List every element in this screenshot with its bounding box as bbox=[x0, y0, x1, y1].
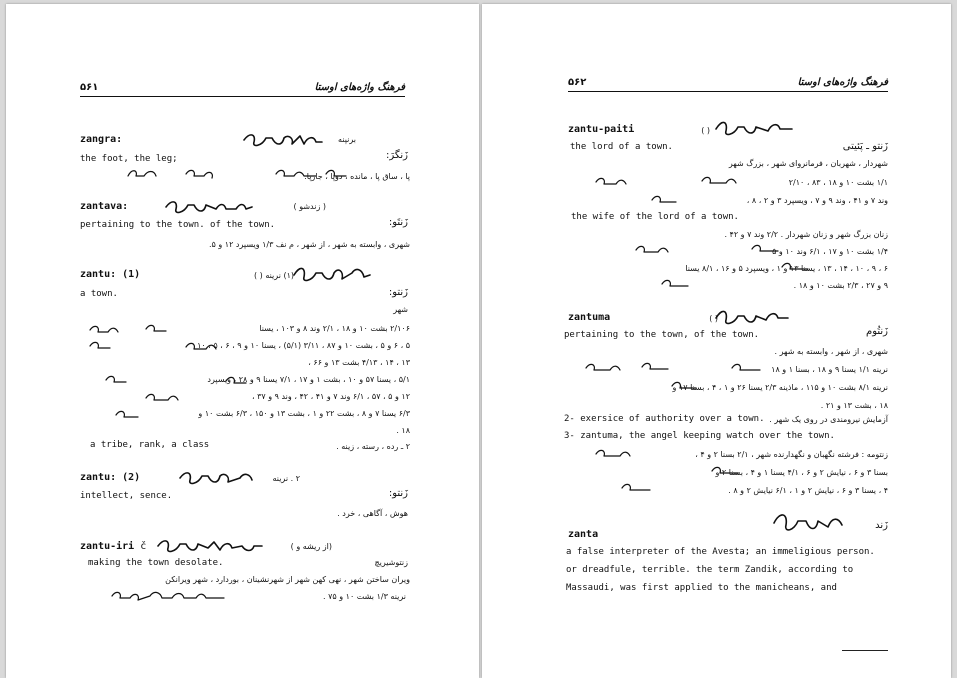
sense3-fa-zantuma: زنتومه : فرشته نگهبان و نگهدارنده شهر ، ۲/۱ بسنا ۲ و ۴ ، bbox=[695, 450, 888, 459]
note-zantu-1: (۱) نرینه ( ) bbox=[254, 271, 294, 280]
translit-zantava: زَنتَو: bbox=[388, 217, 408, 228]
sense2-fa-zantu-1: ۲ ـ رده ، رسته ، زینه . bbox=[336, 442, 410, 451]
headword-zantava: zantava: bbox=[80, 201, 129, 212]
avestan-script-zangra-forms bbox=[126, 164, 354, 186]
page-header bbox=[568, 75, 888, 92]
refs-zantuma-line-3: ۱۸ ، بشت ۱۳ و ۲۱ . bbox=[820, 401, 888, 410]
refs-zantu-1-line-3: ۱۳ ، ۱۴ ، ۴/۱۳ بشت ۱۳ و ۶۶ ، bbox=[308, 358, 410, 367]
translit-zantuma: زَنتُوم bbox=[866, 326, 888, 337]
avestan-script-zantu-1-refs bbox=[86, 320, 276, 430]
page-number: ۵۶۲ bbox=[568, 77, 587, 88]
refs-zantu-1-line-7: ۱۸ . bbox=[396, 426, 410, 435]
translit-zantu-paiti: زَنتو ـ پَئیتی bbox=[842, 141, 888, 152]
avestan-script-zantuma bbox=[714, 306, 790, 330]
note-zantuma: ( ) bbox=[709, 314, 718, 323]
refs2-zantu-paiti-line-3: ۹ و ۲۷ ، ۲/۳ بشت ۱۰ و ۱۸ . bbox=[793, 281, 888, 290]
footer-rule bbox=[842, 650, 888, 651]
sense2-en-zantu-1: a tribe, rank, a class bbox=[90, 440, 210, 450]
gloss-zantu-1: a town. bbox=[80, 289, 118, 299]
avestan-script-zangra bbox=[242, 130, 324, 152]
note-zangra: برنپنه bbox=[338, 135, 356, 144]
gloss-zantu-paiti: the lord of a town. bbox=[570, 142, 673, 152]
def-zantu-paiti: شهردار ، شهربان ، فرمانروای شهر ، بزرگ شهر bbox=[728, 159, 888, 168]
page-number: ۵۶۱ bbox=[80, 82, 99, 93]
refs-zantu-1-line-6: ۶/۳ یسنا ۷ و ۸ ، بشت ۲۲ و ۱ ، بشت ۱۳ و ۱۵۰ ، ۶/۳ بشت ۱۰ و bbox=[198, 409, 410, 418]
headword-zantuma: zantuma bbox=[568, 312, 611, 323]
refs3-zantuma-line-1: بسنا ۳ و ۶ ، نیایش ۲ و ۶ ، ۴/۱ یسنا ۱ و ۴ ، بسنا ۲ و bbox=[715, 468, 888, 477]
refs2-zantu-paiti-line-2: ۶ ، ۹ ، ۱۰ ، ۱۴ ، ۱۳ ، یسنا ۱۳ و ۱ ، ویسپرد ۵ و ۱۶ ، ۸/۱ یسنا bbox=[685, 264, 888, 273]
avestan-script-zantuma-refs bbox=[582, 358, 782, 398]
def-zantuma: شهری ، از شهر ، وابسته به شهر . bbox=[774, 347, 888, 356]
sense2-en-zantu-paiti: the wife of the lord of a town. bbox=[571, 212, 739, 222]
avestan-script-zantu-2 bbox=[178, 468, 258, 490]
def-zanta-line-1: a false interpreter of the Avesta; an immeligious person. bbox=[566, 547, 875, 557]
running-title: فرهنگ واژه‌های اوستا bbox=[314, 82, 405, 93]
def-zanta-line-2: or dreadfule, terrible. the term Zandik, according to bbox=[566, 565, 854, 575]
refs3-zantuma-line-2: ۴ ، یسنا ۳ و ۶ ، نیایش ۲ و ۱ ، ۶/۱ نیایش ۲ و ۸ . bbox=[728, 486, 888, 495]
headword-zantu-iri: zantu-iri č bbox=[80, 541, 147, 552]
avestan-script-zantava bbox=[164, 197, 254, 219]
headword-zanta: zanta bbox=[568, 529, 599, 540]
sense3-en-zantuma: 3- zantuma, the angel keeping watch over the town. bbox=[564, 431, 835, 441]
avestan-script-zantuma-refs3 bbox=[592, 444, 792, 500]
gloss-zantuma: pertaining to the town, of the town. bbox=[564, 330, 760, 340]
headword-zantu-1: zantu: (1) bbox=[80, 269, 141, 280]
refs-zantu-1-line-1: ۲/۱۰۶ بشت ۱۰ و ۱۸ ، ۲/۱ وند ۸ و ۱۰۳ ، یسنا bbox=[259, 324, 410, 333]
def-zanta-line-3: Massaudi, was first applied to the manicheans, and bbox=[566, 583, 837, 593]
avestan-script-zantu-paiti-refs bbox=[592, 172, 772, 212]
def-zangra: پا ، ساق پا ، مانده ، دوپا ، جارپا. bbox=[304, 172, 410, 181]
refs2-zantu-paiti-line-1: ۱/۴ بشت ۱۰ و ۱۷ ، ۶/۱ وند ۱۰ و ۵ bbox=[772, 247, 888, 256]
avestan-script-zantu-iri bbox=[156, 536, 266, 558]
refs-zantuma-line-1: نرینه ۱/۱ یسنا ۹ و ۱۸ ، بسنا ۱ و ۱۸ bbox=[771, 365, 888, 374]
gloss-zangra: the foot, the leg; bbox=[80, 154, 178, 164]
avestan-script-zantu-iri-form bbox=[110, 586, 230, 608]
translit-zantu-1: زَنتو: bbox=[388, 287, 408, 298]
def-zantu-2: هوش ، آگاهی ، خرد . bbox=[337, 509, 408, 518]
note-zantava: ( زندشو ) bbox=[293, 202, 326, 211]
refs-zantu-1-line-5: ۱۲ و ۵ ، ۵۷ ، ۶/۱ وند ۷ و ۴۱ ، ۴۲ ، وند ۹ و ۳۷ ، bbox=[251, 392, 410, 401]
note-zantu-2: ۲ . نرینه bbox=[272, 474, 300, 483]
sense2-fa-zantu-paiti: زنان بزرگ شهر و زنان شهردار . ۲/۲ وند ۷ و ۴۲ . bbox=[724, 230, 888, 239]
translit-zanta: زَند bbox=[875, 520, 888, 531]
left-page bbox=[6, 4, 479, 678]
running-title: فرهنگ واژه‌های اوستا bbox=[797, 77, 888, 88]
headword-zantu-2: zantu: (2) bbox=[80, 472, 141, 483]
def-zantu-iri-2: نرینه ۱/۳ بشت ۱۰ و ۷۵ . bbox=[323, 592, 406, 601]
gloss-zantu-iri: making the town desolate. bbox=[88, 558, 224, 568]
translit-zangra: زَنگرَ: bbox=[385, 150, 408, 161]
avestan-script-zanta bbox=[772, 509, 844, 537]
refs-zantu-paiti-line-1: ۱/۱ بشت ۱۰ و ۱۸ ، ۸۳ ، ۲/۱۰ bbox=[788, 178, 888, 187]
def-zantu-iri-1: ویران ساختن شهر ، نهی کهن شهر از شهرنشینان ، بوردارد ، شهر ویرانکن bbox=[165, 575, 410, 584]
sense2-fa-zantuma: آزمایش نیرومندی در روی یک شهر . bbox=[769, 415, 888, 424]
def-zantava: شهری ، وابسته به شهر ، از شهر ، م نف ۱/۳ ویسپرد ۱۲ و ۵. bbox=[209, 240, 410, 249]
sense2-en-zantuma: 2- exersice of authority over a town. bbox=[564, 414, 765, 424]
translit-zantu-2: زَنتو: bbox=[388, 488, 408, 499]
avestan-script-zantu-paiti bbox=[714, 117, 794, 141]
headword-zantu-paiti: zantu-paiti bbox=[568, 124, 635, 135]
refs-zantu-paiti-line-2: وند ۷ و ۴۱ ، وند ۹ و ۷ ، ویسپرد ۳ و ۲ ، ۸ ، bbox=[746, 196, 888, 205]
right-page bbox=[482, 4, 951, 678]
note-zantu-iri: (از ریشه و ) bbox=[290, 542, 332, 551]
note-zantu-paiti: ( ) bbox=[701, 126, 710, 135]
refs-zantu-1-line-2: ۵ ، ۶ و ۵ ، بشت ۱۰ و ۸۷ ، ۳/۱۱ (۵/۱) ، یسنا ۱۰ و ۹ ، ۶ ، ۵ ، ۱۰ bbox=[197, 341, 410, 350]
gloss-zantu-2: intellect, sence. bbox=[80, 491, 173, 501]
avestan-script-zantu-1 bbox=[292, 263, 372, 287]
page-header bbox=[80, 80, 405, 97]
headword-zangra: zangra: bbox=[80, 134, 123, 145]
translit-zantu-iri: زنتوشیریچ bbox=[374, 558, 408, 567]
avestan-script-zantu-paiti-refs2 bbox=[632, 240, 832, 296]
def-zantu-1: شهر bbox=[393, 305, 408, 314]
refs-zantuma-line-2: نرینه ۸/۱ بشت ۱۰ و ۱۱۵ ، ماذینه ۲/۳ یسنا ۲۶ و ۱ ، ۴ ، بسنا ۱۷ و bbox=[672, 383, 888, 392]
refs-zantu-1-line-4: ۵/۱ ، یسنا ۵۷ و ۱۰ ، بشت ۱ و ۱۷ ، ۷/۱ یسنا ۹ و ۲۸ ، ویسپرد bbox=[207, 375, 410, 384]
gloss-zantava: pertaining to the town. of the town. bbox=[80, 220, 276, 230]
